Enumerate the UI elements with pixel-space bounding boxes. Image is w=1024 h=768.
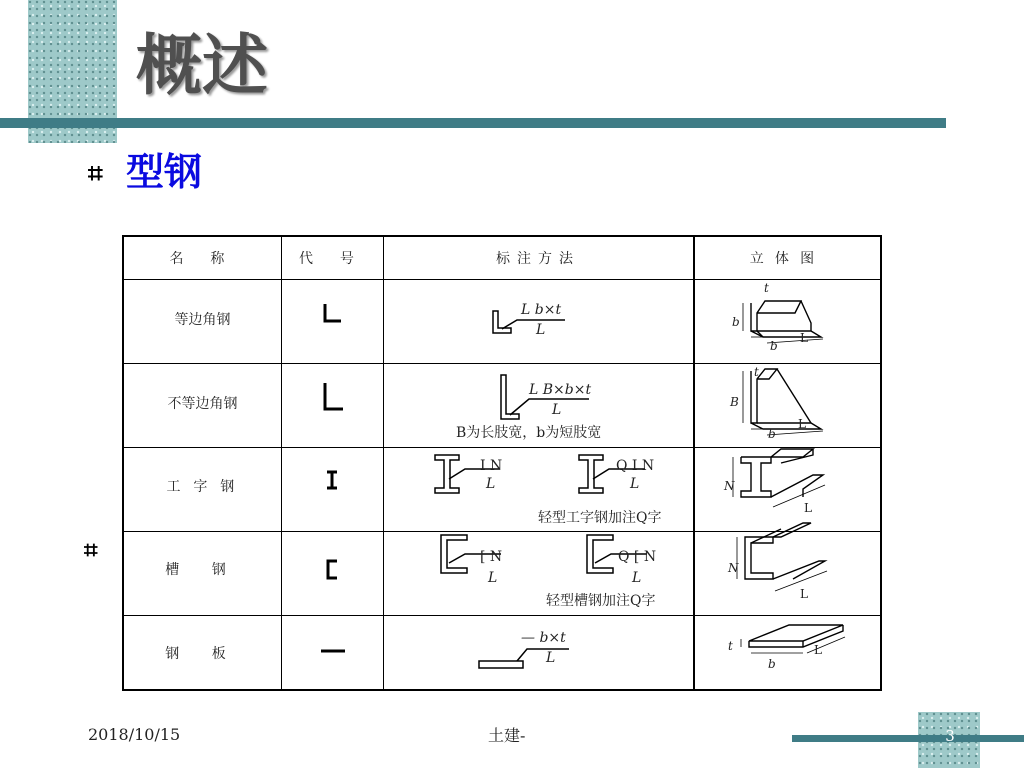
slide-title: 概述 [136,27,268,104]
row-name: 槽 钢 [165,562,240,578]
dim-label: b [768,657,776,671]
header-name: 名 称 [169,251,236,267]
dim-label: t [728,639,733,653]
i-beam-label-bottom: L [486,476,496,492]
header-code: 代 号 [298,251,366,267]
i-beam-note: 轻型工字钢加注Q字 [538,510,662,526]
equal-angle-label-top: L b×t [521,302,562,318]
plate-3d-icon [741,625,845,653]
slide-subtitle: 型钢 [126,150,203,194]
row-name: 等边角钢 [174,312,231,328]
dim-label: L [800,331,808,345]
title-divider-bar [0,118,946,128]
plate-label-bottom: L [546,650,556,666]
steel-section-table [122,235,882,691]
dim-label: B [730,395,739,409]
dim-label: N [728,561,739,575]
footer-center-text: 土建- [488,726,526,745]
dim-label: L [798,417,806,431]
i-beam-symbol-icon [327,472,337,488]
channel-note: 轻型槽钢加注Q字 [546,593,656,609]
header-annotation: 标注方法 [496,251,580,267]
plate-label-top: — b×t [521,630,566,646]
dim-label: b [732,315,740,329]
row-name: 工 字 钢 [166,479,239,495]
bullet-icon-stray: ⌗ [84,536,98,564]
i-beam-label-top: I N [480,458,503,474]
light-channel-label-bottom: L [632,570,642,586]
plate-section-icon [479,649,569,668]
dim-label: t [764,281,769,295]
light-i-beam-label-top: Q I N [616,458,655,474]
page-number: 3 [945,727,955,745]
footer-divider-bar [792,735,1024,742]
footer-date: 2018/10/15 [88,725,181,744]
dim-label: t [754,365,759,379]
equal-angle-label-bottom: L [536,322,546,338]
unequal-angle-label-top: L B×b×t [529,382,592,398]
row-name: 不等边角钢 [167,396,238,412]
dim-label: L [800,587,808,601]
channel-label-top: [ N [480,549,503,565]
row-name: 钢 板 [165,646,240,662]
channel-label-bottom: L [488,570,498,586]
unequal-angle-label-bottom: L [552,402,562,418]
channel-symbol-icon [328,561,337,578]
dim-label: L [804,501,812,515]
unequal-angle-note: B为长肢宽，b为短肢宽 [456,425,602,441]
bullet-icon: ⌗ [88,159,103,189]
header-3d-view: 立体图 [749,251,826,267]
dim-label: b [770,339,778,353]
light-i-beam-label-bottom: L [630,476,640,492]
3d-drawings [693,279,882,691]
dim-label: N [724,479,735,493]
dim-label: b [768,427,776,441]
channel-3d-icon [737,523,827,591]
dim-label: L [814,643,822,657]
equal-angle-symbol-icon [325,304,341,321]
light-channel-label-top: Q [ N [618,549,657,565]
equal-angle-3d-icon [743,301,823,343]
unequal-angle-symbol-icon [325,383,343,409]
code-symbols [281,279,383,699]
